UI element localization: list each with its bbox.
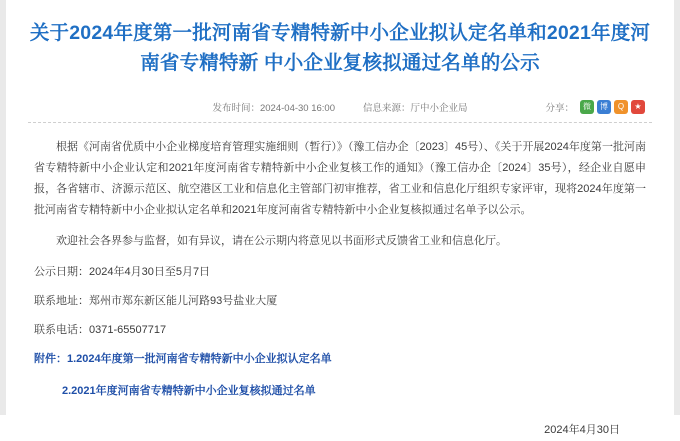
attachments-label: 附件： (34, 353, 67, 365)
attachment-link-1[interactable]: 1.2024年度第一批河南省专精特新中小企业拟认定名单 (67, 353, 332, 365)
share-icons (580, 100, 648, 114)
article-meta-bar (22, 94, 658, 120)
notice-date-line: 公示日期：2024年4月30日至5月7日 (34, 266, 211, 278)
share-box (545, 100, 648, 114)
meta-divider (28, 122, 652, 123)
article-body (22, 137, 658, 441)
information-source: 信息来源：厅中小企业局 (363, 103, 468, 114)
share-label: 分享： (545, 103, 574, 114)
wechat-share-icon[interactable]: 微 (580, 100, 594, 114)
star-share-icon[interactable]: ★ (631, 100, 645, 114)
publish-time: 发布时间：2024-04-30 16:00 (212, 103, 335, 114)
page-left-edge (0, 0, 6, 415)
attachments-row (34, 349, 646, 370)
contact-phone-line: 联系电话：0371-65507717 (34, 324, 167, 336)
sign-date: 2024年4月30日 (544, 424, 620, 436)
contact-address-line: 联系地址：郑州市郑东新区能儿河路93号盐业大厦 (34, 295, 278, 307)
attachment-link-2[interactable]: 2.2021年度河南省专精特新中小企业复核拟通过名单 (62, 385, 316, 397)
qq-share-icon[interactable]: Q (614, 100, 628, 114)
page-title: 关于2024年度第一批河南省专精特新中小企业拟认定名单和2021年度河南省专精特新 中小企业复核拟通过名单的公示 (29, 22, 651, 74)
page-right-edge (674, 0, 680, 415)
article-paragraph-1: 根据《河南省优质中小企业梯度培育管理实施细则（暂行）》（豫工信办企〔2023〕45号）、《关于开展2024年度第一批河南省专精特新中小企业认定和2021年度河南省专精特新中小企业复核工作的通知》（豫工信办企〔2024〕35号），经企业自愿申报，各省辖市、济源示范区、航空港区工业和信息化主管部门初审推荐，省工业和信息化厅组织专家评审，现将2024年度第一批河南省专精特新中小企业拟认定名单和2021年度河南省专精特新中小企业复核拟通过名单予以公示。 (34, 141, 646, 216)
article-paragraph-2: 欢迎社会各界参与监督，如有异议，请在公示期内将意见以书面形式反馈省工业和信息化厅。 (56, 235, 507, 247)
weibo-share-icon[interactable]: 博 (597, 100, 611, 114)
